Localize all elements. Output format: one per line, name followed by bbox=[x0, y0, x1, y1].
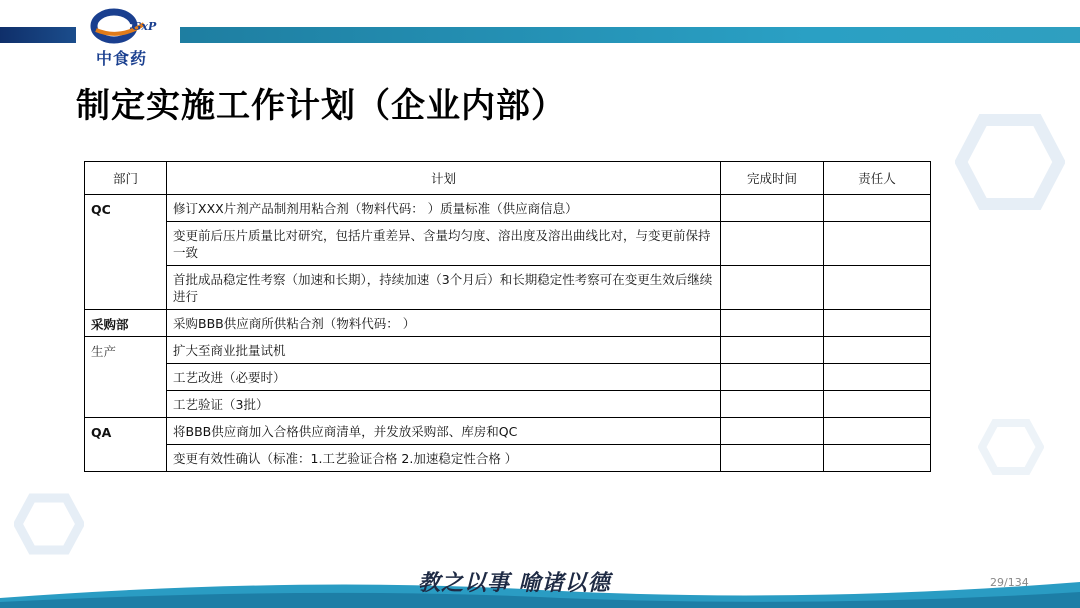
deadline-cell bbox=[721, 266, 824, 310]
plan-cell: 首批成品稳定性考察（加速和长期），持续加速（3个月后）和长期稳定性考察可在变更生效后继续进行 bbox=[167, 266, 721, 310]
owner-cell bbox=[824, 418, 931, 445]
plan-cell: 工艺验证（3批） bbox=[167, 391, 721, 418]
plan-cell: 将BBB供应商加入合格供应商清单，并发放采购部、库房和QC bbox=[167, 418, 721, 445]
deadline-cell bbox=[721, 445, 824, 472]
dept-cell-qa: QA bbox=[85, 418, 167, 472]
owner-cell bbox=[824, 222, 931, 266]
plan-cell: 变更有效性确认（标准：1.工艺验证合格 2.加速稳定性合格 ） bbox=[167, 445, 721, 472]
plan-table bbox=[84, 161, 931, 472]
table-row bbox=[85, 391, 931, 418]
deadline-cell bbox=[721, 364, 824, 391]
deadline-cell bbox=[721, 222, 824, 266]
company-logo bbox=[86, 4, 178, 66]
table-row bbox=[85, 222, 931, 266]
plan-cell: 采购BBB供应商所供粘合剂（物料代码： ） bbox=[167, 310, 721, 337]
column-header-deadline: 完成时间 bbox=[721, 162, 824, 195]
dept-cell-qc: QC bbox=[85, 195, 167, 310]
owner-cell bbox=[824, 445, 931, 472]
table-row bbox=[85, 418, 931, 445]
logo-gxp-text: GxP bbox=[132, 20, 157, 33]
table-row bbox=[85, 445, 931, 472]
decorative-hexagon-icon bbox=[955, 112, 1065, 212]
table-row bbox=[85, 266, 931, 310]
plan-cell: 变更前后压片质量比对研究，包括片重差异、含量均匀度、溶出度及溶出曲线比对，与变更前保持一致 bbox=[167, 222, 721, 266]
plan-cell: 修订XXX片剂产品制剂用粘合剂（物料代码： ）质量标准（供应商信息） bbox=[167, 195, 721, 222]
dept-cell-production: 生产 bbox=[85, 337, 167, 418]
owner-cell bbox=[824, 266, 931, 310]
table-header-row bbox=[85, 162, 931, 195]
deadline-cell bbox=[721, 418, 824, 445]
page-title: 制定实施工作计划（企业内部） bbox=[76, 86, 566, 126]
page-number: 29/134 bbox=[990, 576, 1029, 589]
owner-cell bbox=[824, 391, 931, 418]
table-row bbox=[85, 195, 931, 222]
owner-cell bbox=[824, 195, 931, 222]
decorative-hexagon-icon bbox=[14, 492, 84, 556]
footer-slogan: 教之以事 喻诸以德 bbox=[418, 570, 611, 596]
deadline-cell bbox=[721, 195, 824, 222]
column-header-dept: 部门 bbox=[85, 162, 167, 195]
table-row bbox=[85, 310, 931, 337]
deadline-cell bbox=[721, 310, 824, 337]
dept-cell-purchasing: 采购部 bbox=[85, 310, 167, 337]
owner-cell bbox=[824, 364, 931, 391]
column-header-owner: 责任人 bbox=[824, 162, 931, 195]
plan-cell: 扩大至商业批量试机 bbox=[167, 337, 721, 364]
deadline-cell bbox=[721, 337, 824, 364]
deadline-cell bbox=[721, 391, 824, 418]
table-row bbox=[85, 364, 931, 391]
decorative-hexagon-icon bbox=[978, 418, 1044, 476]
logo-brand-text: 中食药 bbox=[96, 49, 148, 68]
owner-cell bbox=[824, 310, 931, 337]
header-bar-right bbox=[180, 27, 1080, 43]
header-bar-left bbox=[0, 27, 76, 43]
owner-cell bbox=[824, 337, 931, 364]
column-header-plan: 计划 bbox=[167, 162, 721, 195]
table-row bbox=[85, 337, 931, 364]
plan-cell: 工艺改进（必要时） bbox=[167, 364, 721, 391]
